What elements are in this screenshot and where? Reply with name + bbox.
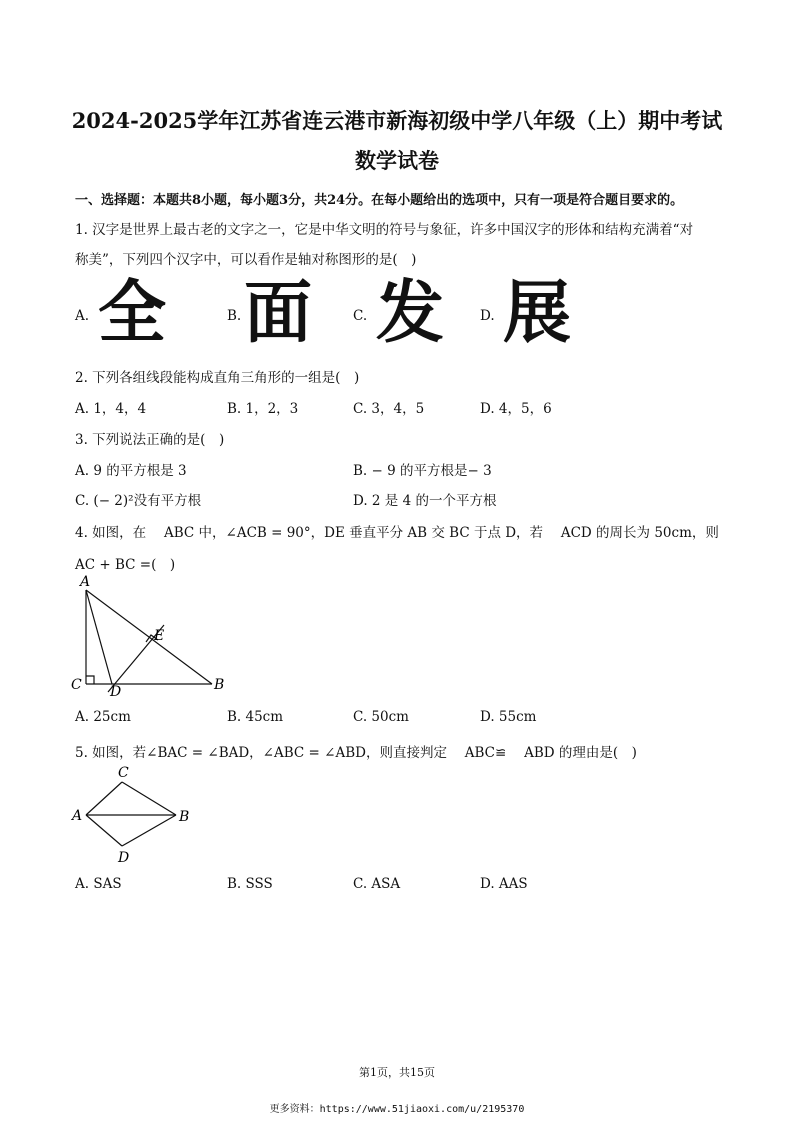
q5-segment-ac (86, 782, 122, 815)
q4-triangle-figure (66, 572, 236, 696)
q4-option-a: A. 25cm (75, 709, 131, 725)
q5-stem: 5. 如图，若∠BAC = ∠BAD，∠ABC = ∠ABD，则直接判定 ABC≌ ABD 的理由是( ) (75, 745, 637, 761)
q4-stem-line1: 4. 如图，在 ABC 中，∠ACB = 90°，DE 垂直平分 AB 交 BC 于点 D，若 ACD 的周长为 50cm，则 (75, 525, 719, 541)
q5-option-d: D. AAS (480, 876, 528, 892)
page-number-footer: 第1页，共15页 (359, 1066, 435, 1079)
q2-option-d: D. 4，5，6 (480, 401, 552, 417)
q5-segment-db (122, 815, 176, 846)
exam-title-line2: 数学试卷 (355, 148, 439, 173)
q2-option-c: C. 3，4，5 (353, 401, 425, 417)
q5-label-d: D (118, 850, 130, 866)
q4-label-e: E (154, 628, 165, 644)
q2-stem: 2. 下列各组线段能构成直角三角形的一组是( ) (75, 370, 360, 386)
q2-option-a: A. 1，4，4 (75, 401, 147, 417)
q1-stem-line2: 称美”，下列四个汉字中，可以看作是轴对称图形的是( ) (75, 252, 417, 268)
q4-label-a: A (80, 574, 91, 590)
q4-label-b: B (214, 677, 225, 693)
q5-option-b: B. SSS (227, 876, 273, 892)
q3-option-a: A. 9 的平方根是 3 (75, 463, 187, 479)
q2-option-b: B. 1，2，3 (227, 401, 299, 417)
q1-option-d-char: 展 (503, 274, 572, 353)
q5-label-b: B (179, 809, 190, 825)
q5-label-a: A (72, 808, 83, 824)
q5-segment-ad (86, 815, 122, 846)
exam-title-line1: 2024-2025学年江苏省连云港市新海初级中学八年级（上）期中考试 (71, 108, 723, 133)
q5-segment-cb (122, 782, 176, 815)
q1-option-d-label: D. (480, 308, 495, 324)
q3-option-d: D. 2 是 4 的一个平方根 (353, 493, 497, 509)
q4-option-b: B. 45cm (227, 709, 284, 725)
q1-option-b-char: 面 (244, 274, 313, 353)
q1-stem-line1: 1. 汉字是世界上最古老的文字之一，它是中华文明的符号与象征，许多中国汉字的形体和结构充满着“对 (75, 222, 694, 238)
q4-right-angle-c (86, 676, 94, 684)
q3-stem: 3. 下列说法正确的是( ) (75, 432, 225, 448)
q5-option-c: C. ASA (353, 876, 401, 892)
q4-option-d: D. 55cm (480, 709, 537, 725)
q5-option-a: A. SAS (75, 876, 122, 892)
q3-option-c: C. (− 2)²没有平方根 (75, 493, 202, 509)
q4-option-c: C. 50cm (353, 709, 409, 725)
q1-option-c-label: C. (353, 308, 368, 324)
q1-option-c-char: 发 (376, 274, 445, 353)
q1-option-a-label: A. (75, 308, 90, 324)
q1-option-b-label: B. (227, 308, 242, 324)
more-resources-link[interactable]: 更多资料：https://www.51jiaoxi.com/u/2195370 (269, 1104, 525, 1115)
q5-quadrilateral-figure (68, 762, 198, 868)
q4-label-d: D (110, 684, 122, 696)
q4-stem-line2: AC + BC =( ) (75, 557, 176, 573)
section-header: 一、选择题：本题共8小题，每小题3分，共24分。在每小题给出的选项中，只有一项是符合题目要求的。 (75, 193, 684, 208)
q4-label-c: C (71, 677, 82, 693)
q3-option-b: B. − 9 的平方根是− 3 (353, 463, 492, 479)
q1-option-a-char: 全 (98, 274, 167, 353)
q5-label-c: C (118, 765, 129, 781)
q4-segment-ad (86, 590, 112, 684)
